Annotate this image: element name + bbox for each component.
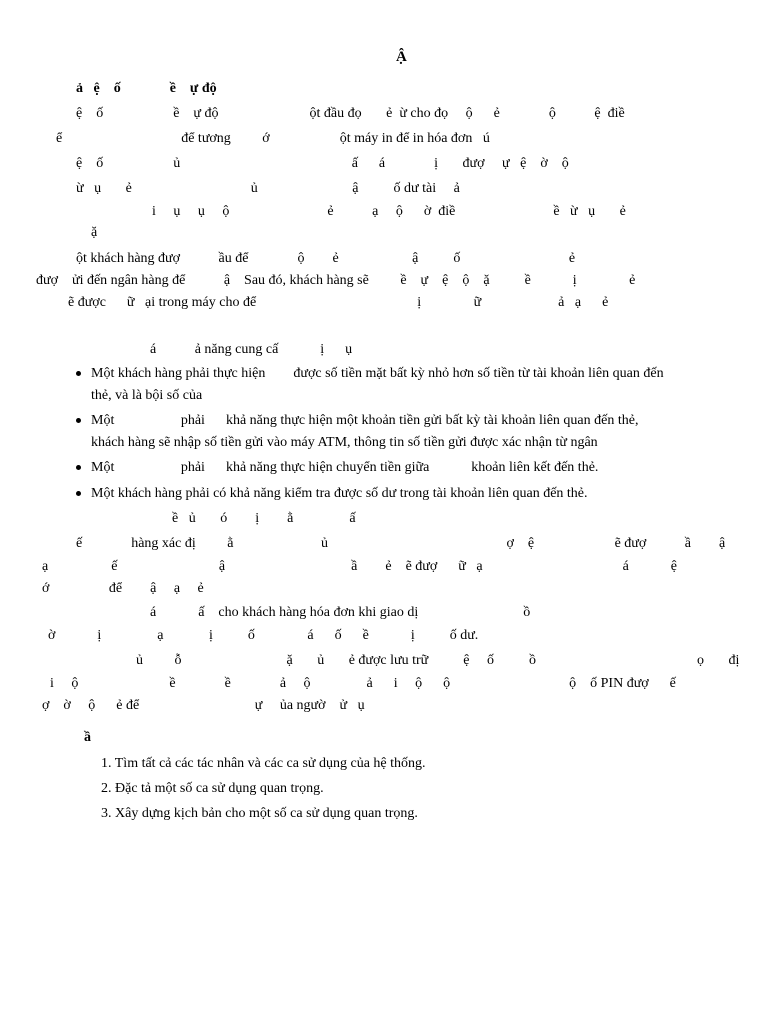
list-item-text: Một phải khả năng thực hiện một khoản tiền gửi bất kỳ tài khoản liên quan đến thẻ, xyxy=(91,413,639,428)
text-line: á ấ cho khách hàng hóa đơn khi giao dị ồ xyxy=(150,605,531,620)
text-line: đượ ửi đến ngân hàng để ậ Sau đó, khách hàng sẽ ề ự ệ ộ ặ ề ị ẻ xyxy=(36,273,636,288)
features-heading: á ả năng cung cấ ị ụ xyxy=(150,342,353,357)
text-line: ớ để ậ ạ ẻ xyxy=(42,581,204,596)
text-line: i ộ ề ề ả ộ ả i ộ ộ ộ ố PIN đượ ế xyxy=(50,676,676,691)
text-line: ề ủ ó ị ằ ấ xyxy=(172,511,356,526)
tasks-heading: ầ xyxy=(84,730,91,745)
text-line: ừ ụ ẻ ủ ậ ố dư tài ả xyxy=(76,181,460,196)
bullet-icon xyxy=(76,418,81,423)
text-line: ột khách hàng đượ ầu để ộ ẻ ậ ố ẻ xyxy=(76,251,576,266)
text-line: ợ ờ ộ ẻ để ự ủa ngườ ử ụ xyxy=(42,698,365,713)
bullet-icon xyxy=(76,465,81,470)
text-line: ể để tương ớ ột máy in để in hóa đơn ú xyxy=(56,131,490,146)
text-line: ệ ố ề ự độ ột đầu đọ ẻ ừ cho đọ ộ ẻ ộ ệ điề xyxy=(76,106,625,121)
text-line: ủ ỗ ặ ủ ẻ được lưu trữ ệ ố ồ ọ đị xyxy=(136,653,740,668)
list-item: 1. Tìm tất cả các tác nhân và các ca sử dụng của hệ thống. xyxy=(101,756,426,771)
list-item-text: Một khách hàng phải thực hiện được số tiền mặt bất kỳ nhỏ hơn số tiền từ tài khoản liên quan đến xyxy=(91,366,664,381)
list-item-text: Một khách hàng phải có khả năng kiểm tra được số dư trong tài khoản liên quan đến thẻ. xyxy=(91,486,588,501)
section-heading: ả ệ ố ề ự độ xyxy=(76,81,217,96)
text-line: ờ ị ạ ị ố á ố ề ị ố dư. xyxy=(48,628,479,643)
bullet-icon xyxy=(76,491,81,496)
text-line: ệ ố ủ ấ á ị đượ ự ệ ờ ộ xyxy=(76,156,569,171)
list-item: 2. Đặc tả một số ca sử dụng quan trọng. xyxy=(101,781,324,796)
list-item: 3. Xây dựng kịch bản cho một số ca sử dụng quan trọng. xyxy=(101,806,418,821)
text-line: i ụ ụ ộ ẻ ạ ộ ờ điề ề ừ ụ ẻ xyxy=(152,204,626,219)
list-item-text: khách hàng sẽ nhập số tiền gửi vào máy ATM, thông tin số tiền gửi được xác nhận từ ngân xyxy=(91,435,598,450)
list-item-text: Một phải khả năng thực hiện chuyển tiền giữa khoản liên kết đến thẻ. xyxy=(91,460,599,475)
list-item-text: thẻ, và là bội số của xyxy=(91,388,203,403)
text-line: ẽ được ữ ại trong máy cho để ị ữ ả ạ ẻ xyxy=(68,295,609,310)
text-line: ạ ế ậ ầ ẻ ẽ đượ ữ ạ á ệ xyxy=(42,559,678,574)
document-title: Ậ xyxy=(396,49,407,65)
text-line: ặ xyxy=(91,225,98,240)
bullet-icon xyxy=(76,371,81,376)
text-line: ế hàng xác đị ằ ủ ợ ệ ẽ đượ ầ ậ xyxy=(76,536,726,551)
